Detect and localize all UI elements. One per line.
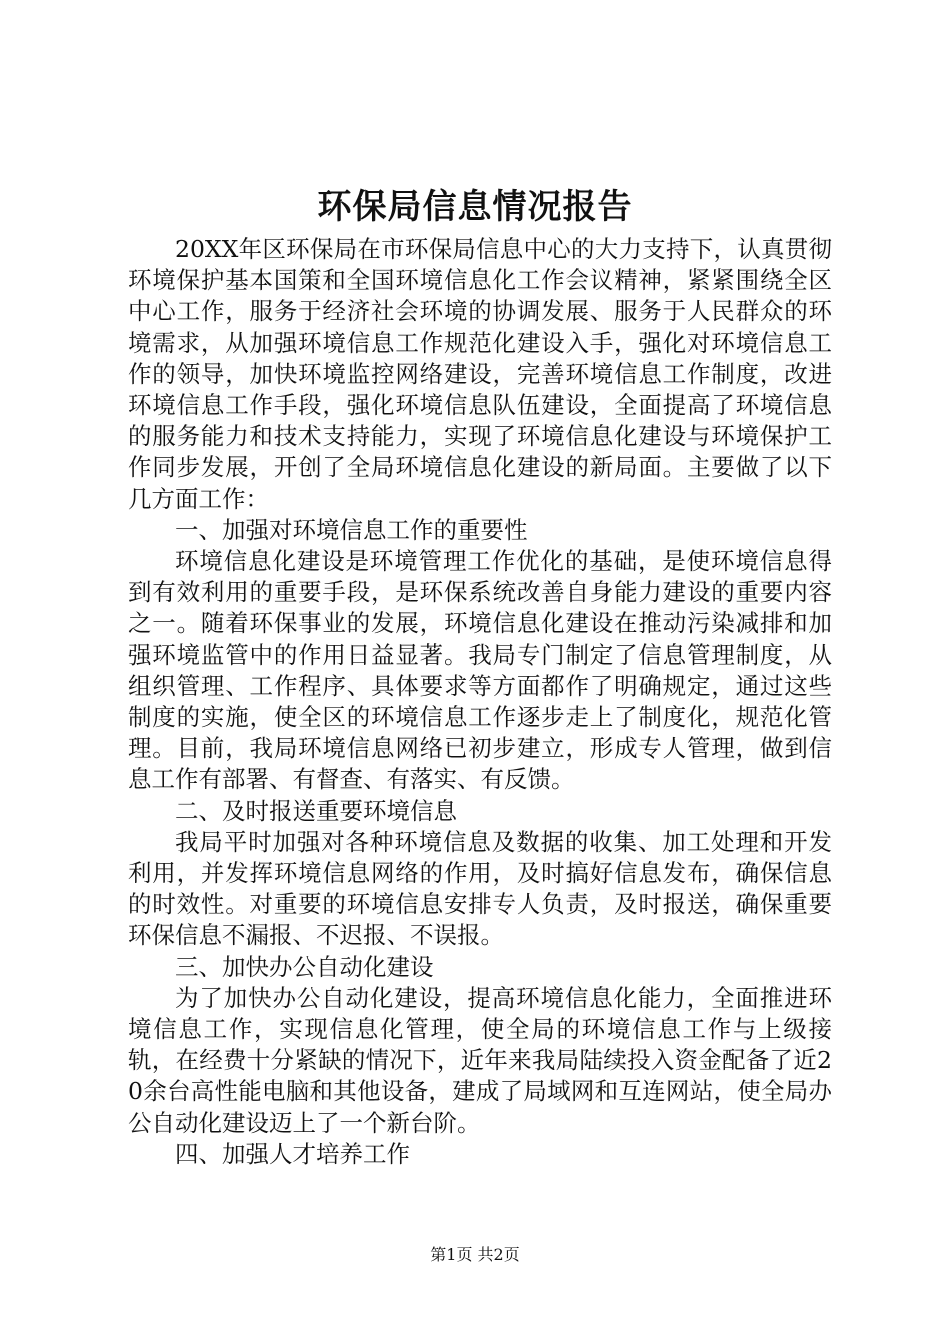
paragraph-section-2: 我局平时加强对各种环境信息及数据的收集、加工处理和开发利用，并发挥环境信息网络的作用，及时搞好信息发布，确保信息的时效性。对重要的环境信息安排专人负责，及时报送，确保重要环保信息不漏报、不迟报、不误报。	[128, 827, 832, 950]
paragraph-intro: 20XX年区环保局在市环保局信息中心的大力支持下，认真贯彻环境保护基本国策和全国环境信息化工作会议精神，紧紧围绕全区中心工作，服务于经济社会环境的协调发展、服务于人民群众的环境需求，从加强环境信息工作规范化建设入手，强化对环境信息工作的领导，加快环境监控网络建设，完善环境信息工作制度，改进环境信息工作手段，强化环境信息队伍建设，全面提高了环境信息的服务能力和技术支持能力，实现了环境信息化建设与环境保护工作同步发展，开创了全局环境信息化建设的新局面。主要做了以下几方面工作：	[128, 235, 832, 513]
section-heading-2: 二、及时报送重要环境信息	[175, 796, 457, 825]
section-heading-4: 四、加强人才培养工作	[175, 1139, 410, 1168]
paragraph-section-1: 环境信息化建设是环境管理工作优化的基础，是使环境信息得到有效利用的重要手段，是环保系统改善自身能力建设的重要内容之一。随着环保事业的发展，环境信息化建设在推动污染减排和加强环境监管中的作用日益显著。我局专门制定了信息管理制度，从组织管理、工作程序、具体要求等方面都作了明确规定，通过这些制度的实施，使全区的环境信息工作逐步走上了制度化，规范化管理。目前，我局环境信息网络已初步建立，形成专人管理，做到信息工作有部署、有督查、有落实、有反馈。	[128, 547, 832, 794]
page-number-footer: 第1页 共2页	[430, 1245, 520, 1264]
section-heading-1: 一、加强对环境信息工作的重要性	[175, 515, 528, 544]
paragraph-section-3: 为了加快办公自动化建设，提高环境信息化能力，全面推进环境信息工作，实现信息化管理，使全局的环境信息工作与上级接轨，在经费十分紧缺的情况下，近年来我局陆续投入资金配备了近20余台高性能电脑和其他设备，建成了局域网和互连网站，使全局办公自动化建设迈上了一个新台阶。	[128, 983, 832, 1137]
page-title: 环保局信息情况报告	[317, 187, 633, 227]
section-heading-3: 三、加快办公自动化建设	[175, 952, 434, 981]
document-body	[128, 234, 832, 1170]
